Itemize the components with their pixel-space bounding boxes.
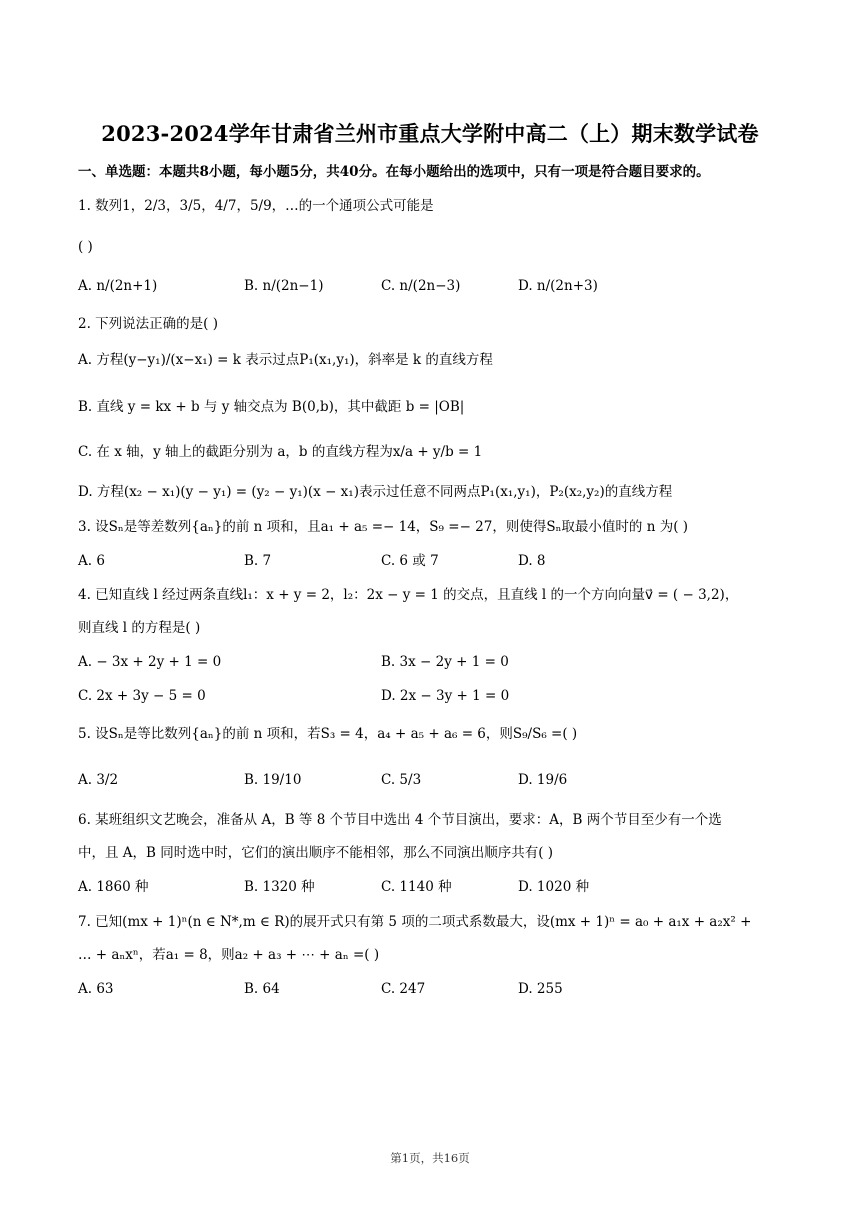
question-3-option-b: B. 7 [244, 553, 272, 569]
question-1-paren: ( ) [78, 239, 93, 255]
question-5-option-d: D. 19/6 [518, 772, 568, 788]
question-1-option-c: C. n/(2n−3) [381, 278, 461, 294]
question-6-stem: 6. 某班组织文艺晚会，准备从 A，B 等 8 个节目中选出 4 个节目演出，要求：A，B 两个节目至少有一个选 [78, 812, 722, 828]
question-5-option-a: A. 3/2 [78, 772, 119, 788]
question-6-stem-continued: 中，且 A，B 同时选中时，它们的演出顺序不能相邻，那么不同演出顺序共有( ) [78, 845, 554, 861]
question-4-option-c: C. 2x + 3y − 5 = 0 [78, 688, 206, 704]
question-5-option-b: B. 19/10 [244, 772, 302, 788]
question-4-option-d: D. 2x − 3y + 1 = 0 [381, 688, 510, 704]
page-title: 2023-2024学年甘肃省兰州市重点大学附中高二（上）期末数学试卷 [101, 121, 759, 146]
question-7-option-a: A. 63 [78, 981, 114, 997]
question-1-option-b: B. n/(2n−1) [244, 278, 324, 294]
question-4-stem: 4. 已知直线 l 经过两条直线l₁：x + y = 2，l₂：2x − y = 1 的交点，且直线 l 的一个方向向量v⃗ = ( − 3,2)， [78, 587, 739, 603]
question-6-option-c: C. 1140 种 [381, 879, 452, 895]
question-6-option-a: A. 1860 种 [78, 879, 149, 895]
question-2-option-c: C. 在 x 轴，y 轴上的截距分别为 a，b 的直线方程为x/a + y/b = 1 [78, 444, 483, 460]
question-1-option-a: A. n/(2n+1) [78, 278, 158, 294]
question-7-option-c: C. 247 [381, 981, 426, 997]
question-6-option-b: B. 1320 种 [244, 879, 315, 895]
question-2-option-d: D. 方程(x₂ − x₁)(y − y₁) = (y₂ − y₁)(x − x₁)表示过任意不同两点P₁(x₁,y₁)，P₂(x₂,y₂)的直线方程 [78, 484, 673, 500]
question-3-option-d: D. 8 [518, 553, 546, 569]
question-2-stem: 2. 下列说法正确的是( ) [78, 316, 218, 332]
question-4-stem-continued: 则直线 l 的方程是( ) [78, 620, 201, 636]
question-4-option-b: B. 3x − 2y + 1 = 0 [381, 654, 509, 670]
question-5-option-c: C. 5/3 [381, 772, 422, 788]
question-3-option-c: C. 6 或 7 [381, 553, 439, 569]
question-4-option-a: A. − 3x + 2y + 1 = 0 [78, 654, 222, 670]
question-3-option-a: A. 6 [78, 553, 105, 569]
question-7-option-b: B. 64 [244, 981, 280, 997]
page-footer: 第1页，共16页 [390, 1151, 470, 1165]
question-2-option-a: A. 方程(y−y₁)/(x−x₁) = k 表示过点P₁(x₁,y₁)，斜率是 k 的直线方程 [78, 352, 493, 368]
question-5-stem: 5. 设Sₙ是等比数列{aₙ}的前 n 项和，若S₃ = 4，a₄ + a₅ + a₆ = 6，则S₉/S₆ =( ) [78, 726, 578, 742]
section-heading: 一、单选题：本题共8小题，每小题5分，共40分。在每小题给出的选项中，只有一项是符合题目要求的。 [78, 164, 710, 180]
question-1-stem: 1. 数列1，2/3，3/5，4/7，5/9，…的一个通项公式可能是 [78, 198, 434, 214]
question-3-stem: 3. 设Sₙ是等差数列{aₙ}的前 n 项和，且a₁ + a₅ =− 14，S₉ =− 27，则使得Sₙ取最小值时的 n 为( ) [78, 519, 689, 535]
question-6-option-d: D. 1020 种 [518, 879, 590, 895]
question-1-option-d: D. n/(2n+3) [518, 278, 598, 294]
question-7-stem-continued: … + aₙxⁿ，若a₁ = 8，则a₂ + a₃ + ⋯ + aₙ =( ) [78, 947, 380, 963]
question-7-stem: 7. 已知(mx + 1)ⁿ(n ∈ N*,m ∈ R)的展开式只有第 5 项的二项式系数最大，设(mx + 1)ⁿ = a₀ + a₁x + a₂x² + [78, 914, 752, 930]
question-7-option-d: D. 255 [518, 981, 563, 997]
question-2-option-b: B. 直线 y = kx + b 与 y 轴交点为 B(0,b)，其中截距 b = |OB| [78, 399, 465, 415]
